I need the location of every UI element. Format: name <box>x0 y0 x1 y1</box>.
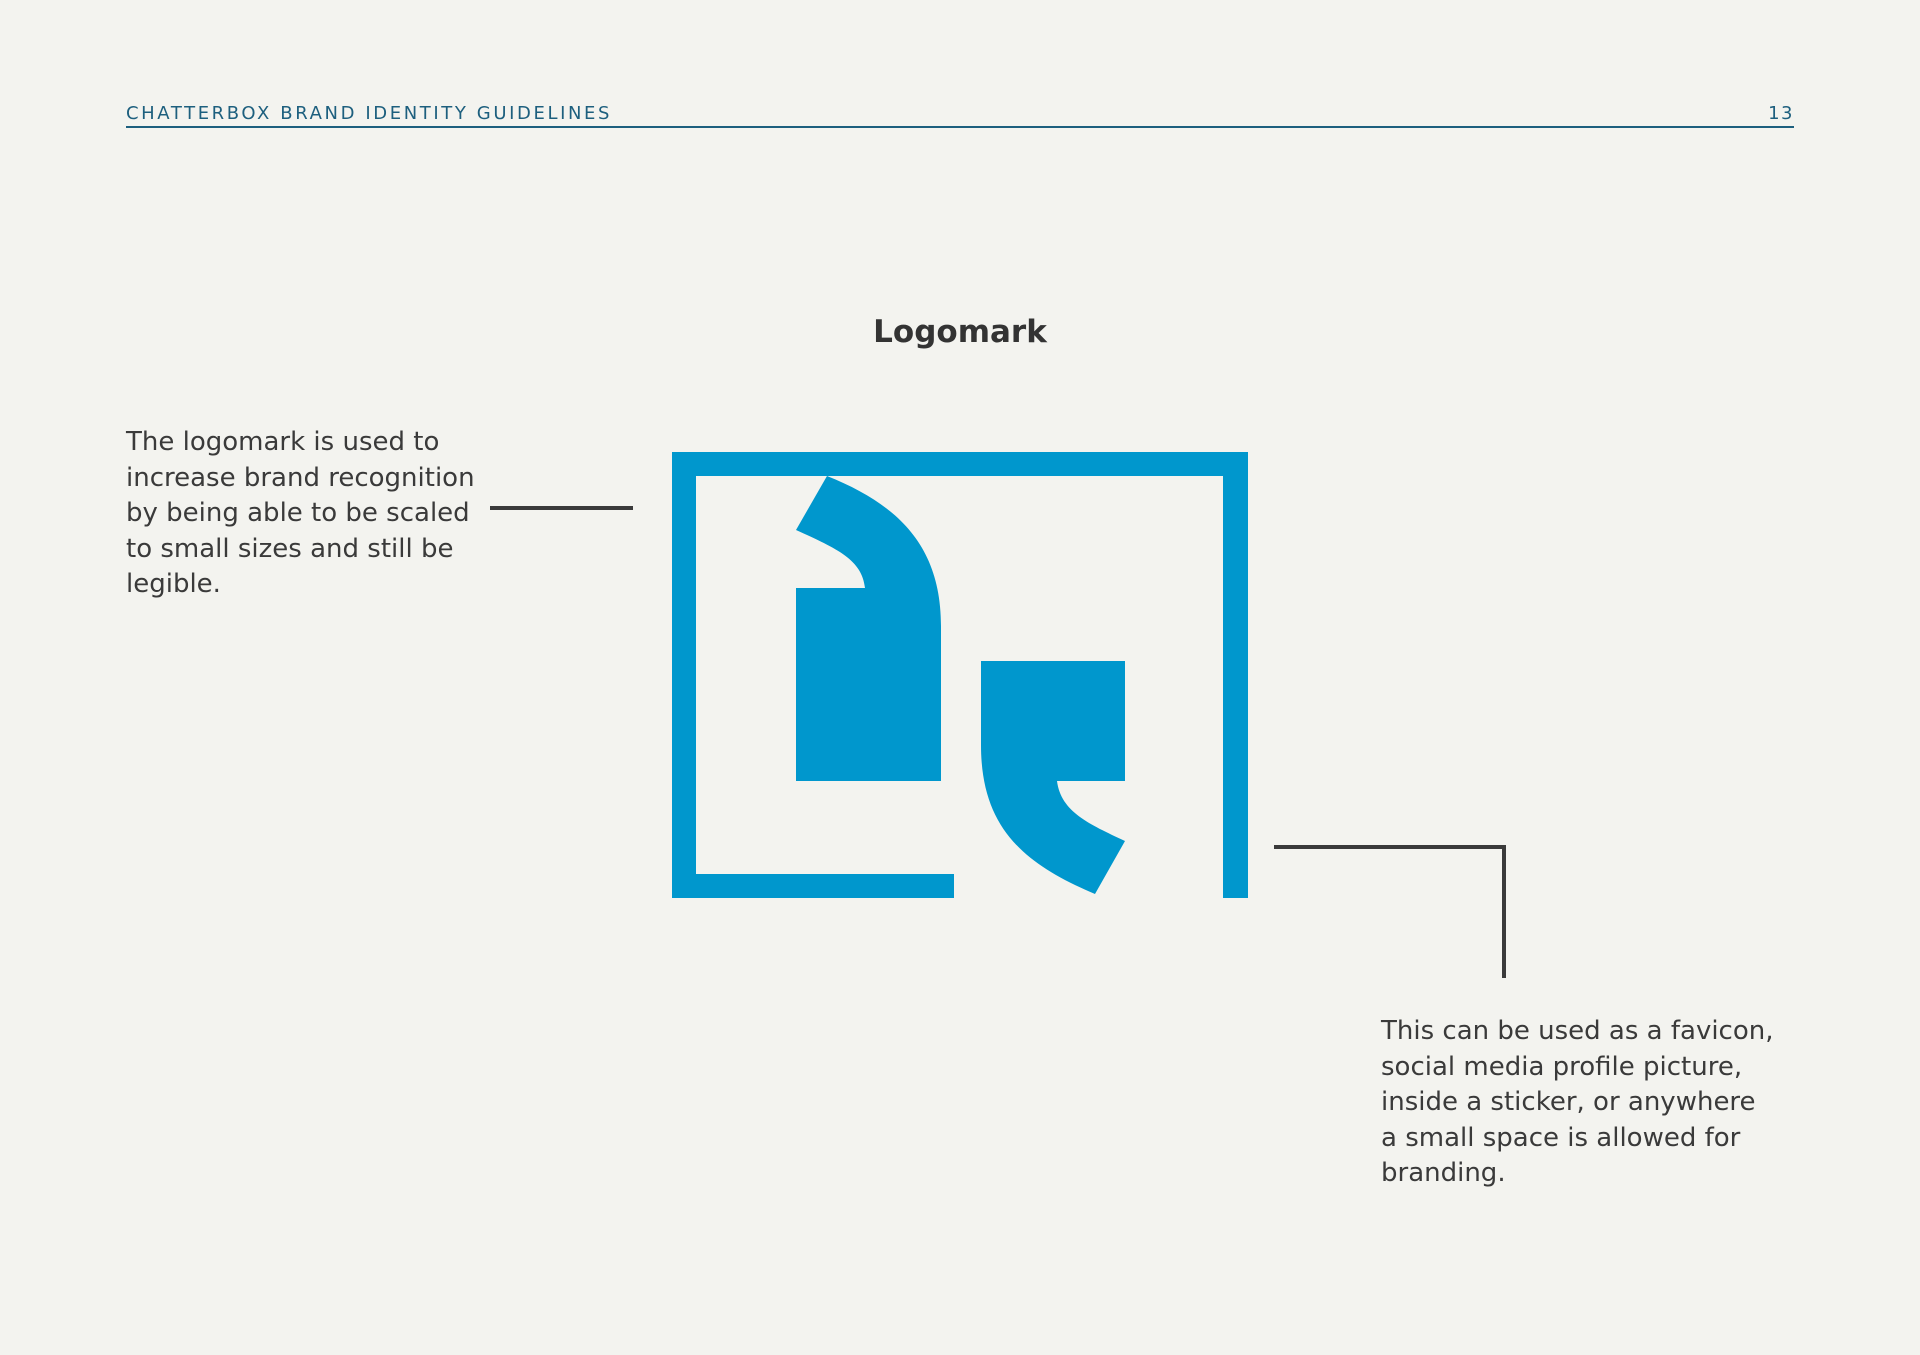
document-title: CHATTERBOX BRAND IDENTITY GUIDELINES <box>126 103 613 124</box>
logomark-description: The logomark is used to increase brand recognition by being able to be scaled to small sizes and still be legible. <box>126 427 475 599</box>
logomark-quote-open <box>796 476 941 781</box>
leader-line-right-vertical <box>1502 845 1506 978</box>
logomark-icon <box>672 450 1248 910</box>
section-title: Logomark <box>873 314 1047 350</box>
leader-line-left <box>490 506 633 510</box>
logomark-frame <box>672 452 1248 898</box>
logomark-usage-note: This can be used as a favicon, social media profile picture, inside a sticker, or anywhere a small space is allowed for branding. <box>1381 1016 1774 1188</box>
page-number: 13 <box>1768 103 1794 124</box>
logomark-shapes <box>672 452 1248 898</box>
page-header <box>126 100 1794 128</box>
leader-line-right-horizontal <box>1274 845 1506 849</box>
logomark-quote-close <box>981 661 1125 894</box>
